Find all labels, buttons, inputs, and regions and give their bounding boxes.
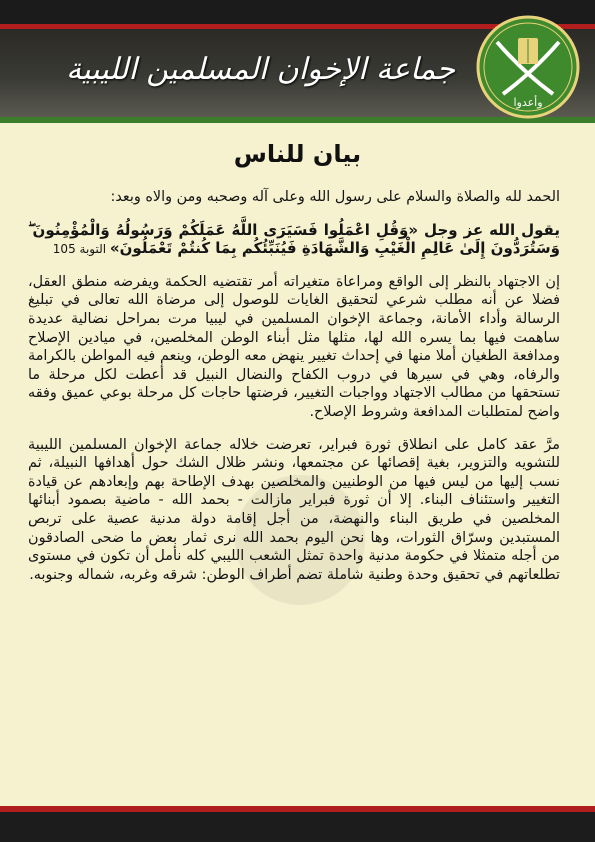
body-paragraph-1: إن الاجتهاد بالنظر إلى الواقع ومراعاة متغيراته أمر تقتضيه الحكمة ويفرضه منطق العقل، فضلا عن أنه مطلب شرعي لتحقيق الغايات للوصول إلى مرضاة الله تعالى في تبليغ الرسالة وأداء الأمانة، وجماعة الإخوان المسلمين في ليبيا مرت بمراحل نضالية عديدة ساهمت فيها بما يسره الله لها، مثلها مثل أبناء الوطن المخلصين، في ميادين الإصلاح ومدافعة الطغيان أملا منها في إحداث تغيير ينهض معه الوطن، وينعم فيه المواطن بالكرامة والرفاه، وهي في سيرها في دروب الكفاح والنضال النبيل قد أعطت لكل مرحلة ما تستحقها من مطالب الاجتهاد وواجبات التغيير، فرضتها حاجات كل مرحلة بوعي عميق وفقه واضح لمتطلبات المدافعة وشروط الإصلاح. xyxy=(28,273,560,420)
document-title: بيان للناس xyxy=(233,140,362,168)
quran-verse: «وَقُلِ اعْمَلُوا فَسَيَرَى اللَّهُ عَمَلَكُمْ وَرَسُولُهُ وَالْمُؤْمِنُونَ ۖ وَسَتُرَدُّونَ إِلَىٰ عَالِمِ الْغَيْبِ وَالشَّهَادَةِ فَيُنَبِّئُكُم بِمَا كُنتُمْ تَعْمَلُونَ» xyxy=(28,220,560,258)
body-paragraph-2: مرَّ عقد كامل على انطلاق ثورة فبراير، تعرضت خلاله جماعة الإخوان المسلمين الليبية للتشويه والتزوير، بغية إقصائها عن مجتمعها، ونشر ظلال الشك حول أهدافها النبيلة، ثم نسب إليها من ليس فيها من الوطنيين والمخلصين بهدف الإطاحة بهم وإبعادهم عن قيادة التغيير واستئناف البناء. إلا أن ثورة فبراير مازالت - بحمد الله - ماضية بصمود أبنائها المخلصين في طريق البناء والنهضة، من أجل إقامة دولة مدنية عصية على تربص المستبدين وسرّاق الثورات، وها نحن اليوم بحمد الله نرى ثمار بعض ما ضحى الصادقون من أجله متمثلا في حكومة مدنية واحدة تمثل الشعب الليبي كله نأمل أن تكون في مستوى تطلعاتهم في تحقيق وحدة وطنية شاملة تضم أطراف الوطن: شرقه وغربه، شماله وجنوبه. xyxy=(28,436,560,583)
organization-emblem xyxy=(473,12,583,122)
verse-lead: يقول الله عز وجل xyxy=(418,220,560,239)
verse-reference: التوبة 105 xyxy=(52,242,110,257)
statement-body xyxy=(28,188,560,598)
intro-paragraph: الحمد لله والصلاة والسلام على رسول الله وعلى آله وصحبه ومن والاه وبعد: xyxy=(110,189,560,205)
organization-name: جماعة الإخوان المسلمين الليبية xyxy=(66,52,455,87)
bottom-black-bar xyxy=(0,812,595,842)
verse-paragraph xyxy=(28,221,560,259)
emblem-word: وأعدوا xyxy=(513,96,543,109)
